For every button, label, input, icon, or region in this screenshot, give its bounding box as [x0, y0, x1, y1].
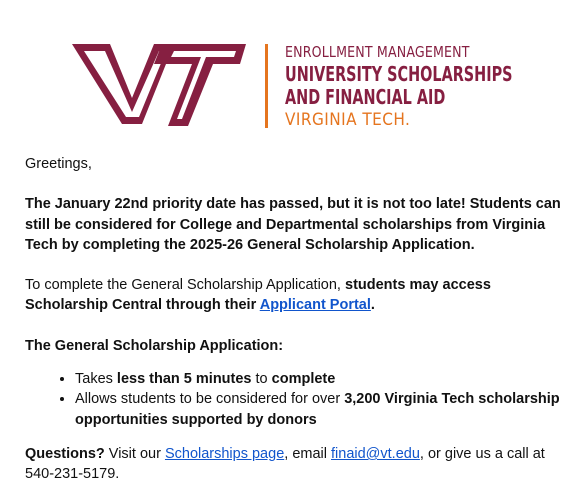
applicant-portal-link[interactable]: Applicant Portal: [259, 297, 371, 314]
email-link[interactable]: finaid@vt.edu: [331, 445, 420, 462]
questions-label: Questions?: [25, 445, 105, 462]
bullet-bold: complete: [271, 371, 336, 388]
priority-paragraph: The January 22nd priority date has passed, but it is not too late! Students can still be considered for College and Departmental scholarships from Virginia Tech by completing the 2025-26 General Scholarship Application.: [25, 196, 561, 253]
application-heading: The General Scholarship Application:: [25, 337, 284, 354]
brand-line-enrollment: ENROLLMENT MANAGEMENT: [285, 43, 470, 61]
email-header: [0, 0, 581, 140]
instructions-bold: students may access Scholarship Central through their: [25, 277, 491, 314]
questions-paragraph: [25, 444, 570, 485]
greeting: Greetings,: [25, 156, 92, 172]
list-item: [75, 389, 570, 430]
questions-text: , email: [284, 445, 332, 462]
bullet-text: Takes: [75, 371, 117, 388]
email-body: [25, 154, 570, 485]
questions-text: Visit our: [104, 445, 165, 462]
bullet-text: to: [251, 371, 272, 388]
instructions-text: To complete the General Scholarship Application,: [25, 277, 345, 294]
bullet-bold: less than 5 minutes: [116, 371, 252, 388]
brand-line-financial-aid: AND FINANCIAL AID: [285, 85, 446, 109]
header-divider: [265, 44, 268, 128]
brand-line-scholarships: UNIVERSITY SCHOLARSHIPS: [285, 62, 513, 86]
bullet-text: Allows students to be considered for over: [75, 391, 345, 408]
bullet-bold: 3,200 Virginia Tech scholarship opportunities supported by donors: [75, 391, 560, 428]
instructions-paragraph: [25, 275, 570, 316]
instructions-period: .: [370, 297, 375, 314]
scholarships-page-link[interactable]: Scholarships page: [164, 445, 285, 462]
brand-wordmark: [285, 42, 581, 131]
vt-logo: [70, 42, 248, 128]
brand-line-virginia-tech: VIRGINIA TECH.: [285, 110, 411, 130]
application-bullets: [25, 369, 570, 430]
questions-text: , or give us a call at 540-231-5179.: [25, 445, 545, 483]
list-item: [75, 369, 570, 389]
